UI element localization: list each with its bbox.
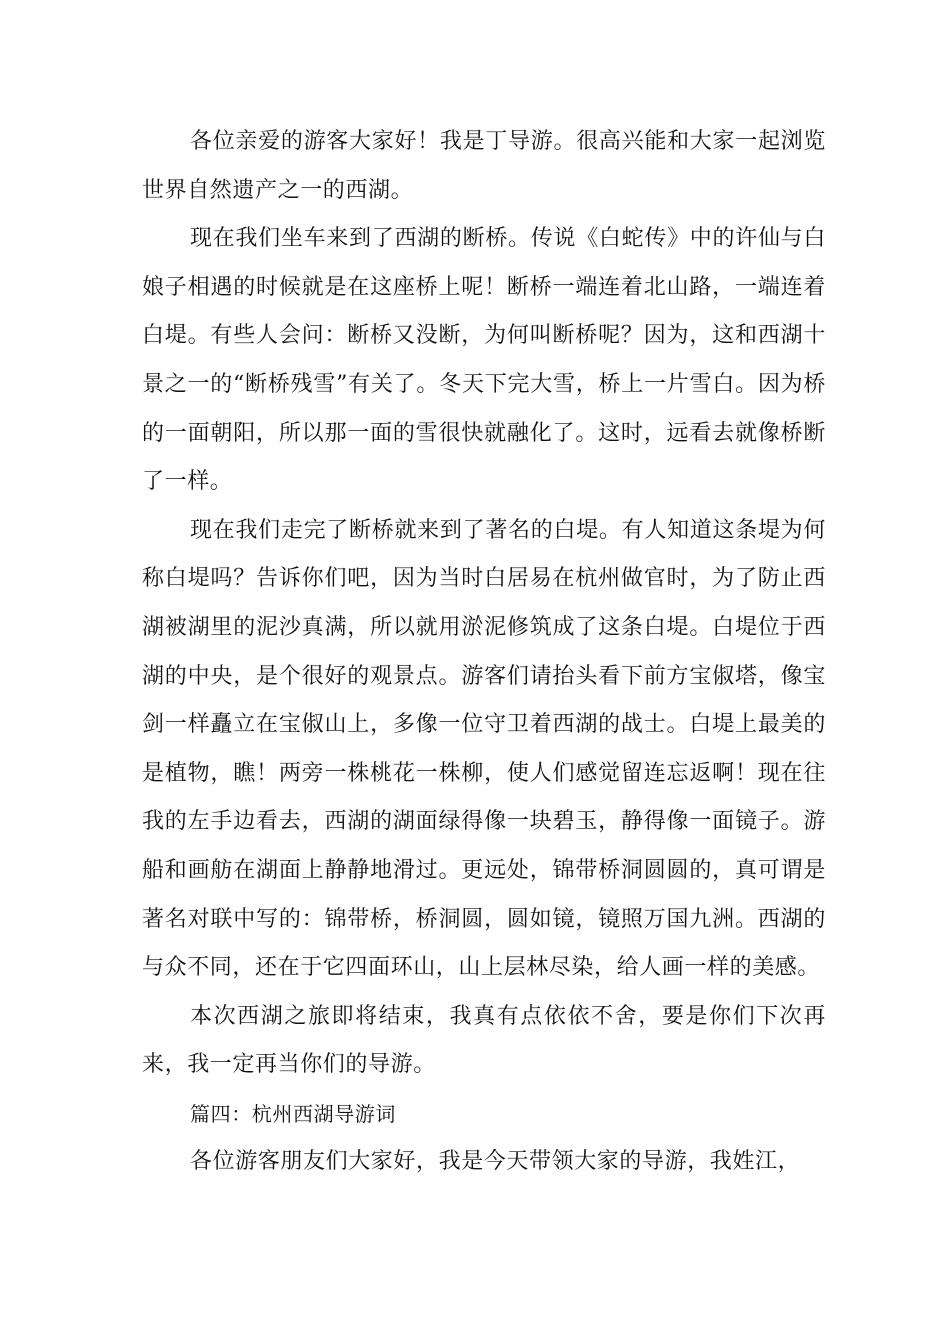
paragraph-bai-causeway: 现在我们走完了断桥就来到了著名的白堤。有人知道这条堤为何称白堤吗？告诉你们吧，因为当时白居易在杭州做官时，为了防止西湖被湖里的泥沙真满，所以就用淤泥修筑成了这条白堤。白堤位于西湖的中央，是个很好的观景点。游客们请抬头看下前方宝俶塔，像宝剑一样矗立在宝俶山上，多像一位守卫着西湖的战士。白堤上最美的是植物，瞧！两旁一株桃花一株柳，使人们感觉留连忘返啊！现在往我的左手边看去，西湖的湖面绿得像一块碧玉，静得像一面镜子。游船和画舫在湖面上静静地滑过。更远处，锦带桥洞圆圆的，真可谓是著名对联中写的：锦带桥，桥洞圆，圆如镜，镜照万国九洲。西湖的与众不同，还在于它四面环山，山上层林尽染，给人画一样的美感。 [142,517,826,981]
paragraph-broken-bridge: 现在我们坐车来到了西湖的断桥。传说《白蛇传》中的许仙与白娘子相遇的时候就是在这座桥上呢！断桥一端连着北山路，一端连着白堤。有些人会问：断桥又没断，为何叫断桥呢？因为，这和西湖十景之一的“断桥残雪”有关了。冬天下完大雪，桥上一片雪白。因为桥的一面朝阳，所以那一面的雪很快就融化了。这时，远看去就像桥断了一样。 [142,226,826,495]
document-body [142,118,826,1187]
paragraph-greeting: 各位亲爱的游客大家好！我是丁导游。很高兴能和大家一起浏览世界自然遗产之一的西湖。 [142,129,826,203]
section-heading: 篇四：杭州西湖导游词 [190,1101,396,1126]
paragraph-next-section-intro: 各位游客朋友们大家好，我是今天带领大家的导游，我姓江， [190,1149,801,1175]
paragraph-farewell: 本次西湖之旅即将结束，我真有点依依不舍，要是你们下次再来，我一定再当你们的导游。 [142,1003,826,1078]
